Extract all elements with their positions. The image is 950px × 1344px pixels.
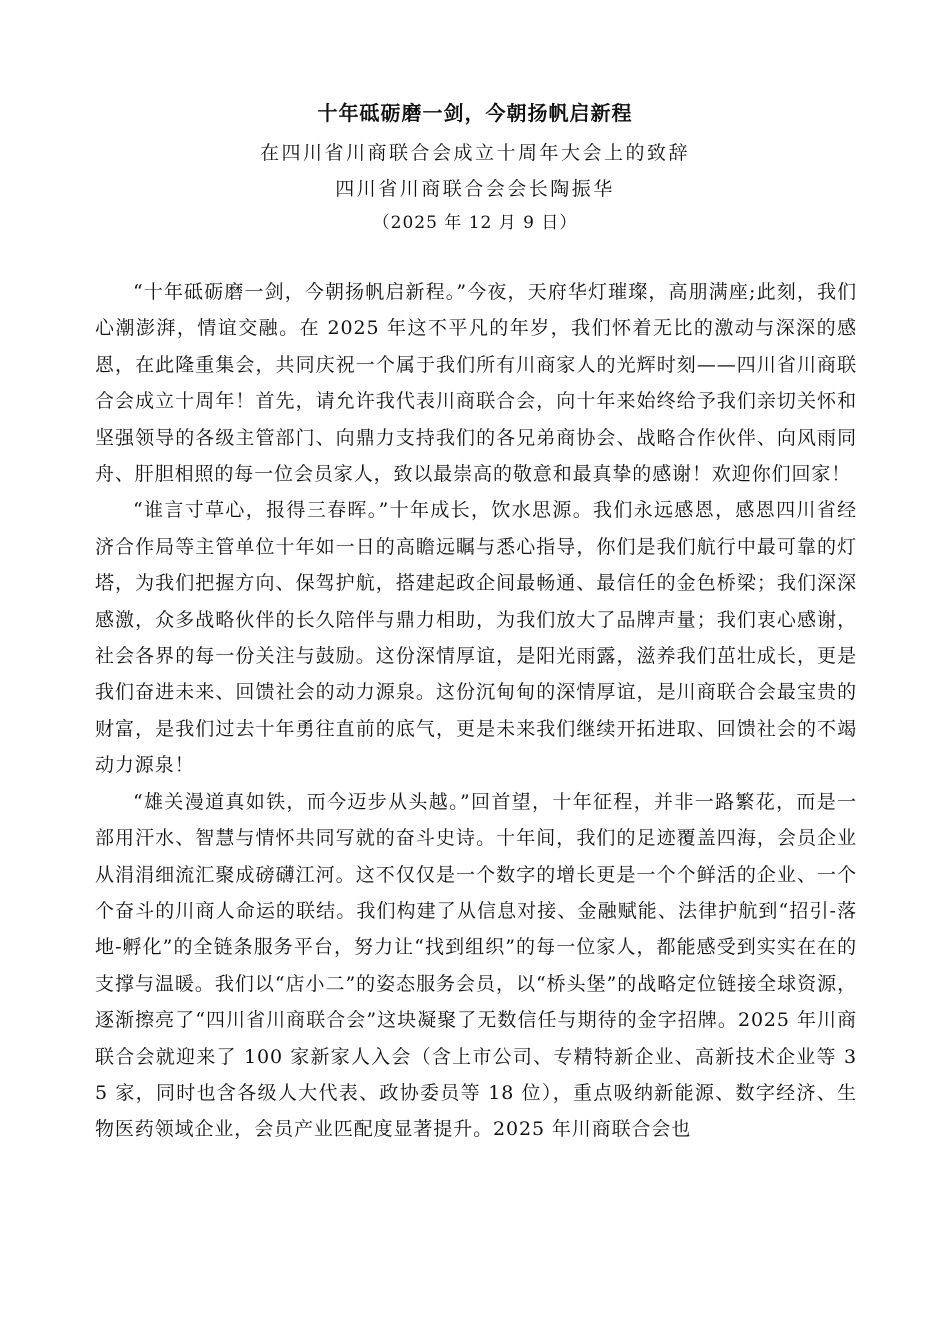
document-date: （2025 年 12 月 9 日） [372, 213, 578, 233]
paragraph-2: “谁言寸草心，报得三春晖。”十年成长，饮水思源。我们永远感恩，感恩四川省经济合作局等主管单位十年如一日的高瞻远瞩与悉心指导，你们是我们航行中最可靠的灯塔，为我们把握方向、保驾护航，搭建起政企间最畅通、最信任的金色桥梁；我们深深感激，众多战略伙伴的长久陪伴与鼎力相助，为我们放大了品牌声量；我们衷心感谢，社会各界的每一份关注与鼓励。这份深情厚谊，是阳光雨露，滋养我们茁壮成长，更是我们奋进未来、回馈社会的动力源泉。这份沉甸甸的深情厚谊，是川商联合会最宝贵的财富，是我们过去十年勇往直前的底气，更是未来我们继续开拓进取、回馈社会的不竭动力源泉！ [95, 499, 857, 777]
document-author: 四川省川商联合会会长陶振华 [335, 178, 615, 200]
document-title: 十年砥砺磨一剑，今朝扬帆启新程 [317, 101, 633, 125]
paragraph-1: “十年砥砺磨一剑，今朝扬帆启新程。”今夜，天府华灯璀璨，高朋满座;此刻，我们心潮澎湃，情谊交融。在 2025 年这不平凡的年岁，我们怀着无比的激动与深深的感恩，在此隆重集会，共同庆祝一个属于我们所有川商家人的光辉时刻——四川省川商联合会成立十周年！首先，请允许我代表川商联合会，向十年来始终给予我们亲切关怀和坚强领导的各级主管部门、向鼎力支持我们的各兄弟商协会、战略合作伙伴、向风雨同舟、肝胆相照的每一位会员家人，致以最崇高的敬意和最真挚的感谢！欢迎你们回家！ [95, 281, 857, 486]
paragraph-3: “雄关漫道真如铁，而今迈步从头越。”回首望，十年征程，并非一路繁花，而是一部用汗水、智慧与情怀共同写就的奋斗史诗。十年间，我们的足迹覆盖四海，会员企业从涓涓细流汇聚成磅礴江河。这不仅仅是一个数字的增长更是一个个鲜活的企业、一个个奋斗的川商人命运的联结。我们构建了从信息对接、金融赋能、法律护航到“招引-落地-孵化”的全链条服务平台，努力让“找到组织”的每一位家人，都能感受到实实在在的支撑与温暖。我们以“店小二”的姿态服务会员，以“桥头堡”的战略定位链接全球资源，逐渐擦亮了“四川省川商联合会”这块凝聚了无数信任与期待的金字招牌。2025 年川商联合会就迎来了 100 家新家人入会（含上市公司、专精特新企业、高新技术企业等 35 家，同时也含各级人大代表、政协委员等 18 位），重点吸纳新能源、数字经济、生物医药领域企业，会员产业匹配度显著提升。2025 年川商联合会也 [95, 790, 857, 1141]
document-body [95, 274, 857, 1148]
document-subtitle: 在四川省川商联合会成立十周年大会上的致辞 [259, 142, 690, 164]
